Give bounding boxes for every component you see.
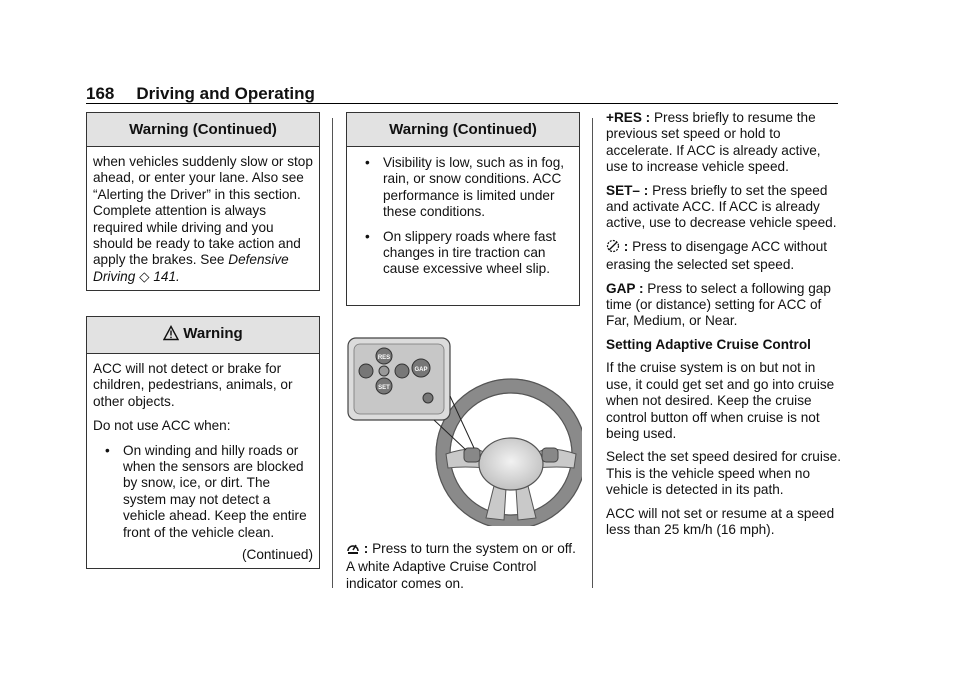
cancel-text: Press to disengage ACC without erasing the selected set speed. bbox=[606, 238, 828, 273]
cancel-description: : Press to disengage ACC without erasing the selected set speed. bbox=[606, 238, 828, 273]
res-description bbox=[606, 110, 842, 176]
column-separator-1 bbox=[332, 118, 333, 588]
set-text: Press briefly to set the speed and activate ACC. If ACC is already active, use to decrease vehicle speed. bbox=[606, 182, 837, 231]
box-body bbox=[87, 147, 319, 291]
paragraph: ACC will not set or resume at a speed less than 25 km/h (16 mph). bbox=[606, 505, 835, 537]
gap-button-label: GAP bbox=[414, 367, 428, 373]
paragraph: Select the set speed desired for cruise. This is the vehicle speed when no vehicle is detected in its path. bbox=[606, 449, 841, 498]
section-title: Driving and Operating bbox=[136, 84, 315, 103]
column-separator-2 bbox=[592, 118, 593, 588]
list-item bbox=[93, 443, 313, 541]
bullet-icon: • bbox=[365, 228, 370, 244]
cruise-control-icon bbox=[346, 541, 360, 559]
steering-wheel-illustration bbox=[346, 336, 582, 526]
set-button-label: SET bbox=[378, 385, 390, 391]
page-number: 168 bbox=[86, 84, 115, 103]
paragraph: ACC will not detect or brake for children, pedestrians, animals, or other objects. bbox=[93, 361, 293, 409]
box-body bbox=[347, 147, 579, 292]
bullet-icon: • bbox=[105, 442, 110, 458]
box-body bbox=[87, 354, 319, 569]
list-item-text: On slippery roads where fast changes in tire traction can cause excessive wheel slip. bbox=[383, 228, 557, 277]
res-button-label: RES bbox=[377, 355, 391, 361]
cruise-on-off-caption: : Press to turn the system on or off. A white Adaptive Cruise Control indicator comes on. bbox=[346, 541, 576, 591]
list-item-text: Visibility is low, such as in fog, rain, or snow conditions. ACC performance is limited under these conditions. bbox=[383, 155, 565, 220]
bullet-list bbox=[93, 443, 313, 541]
set-description bbox=[606, 183, 842, 232]
bullet-icon: • bbox=[365, 155, 370, 170]
box-title: Warning (Continued) bbox=[347, 113, 579, 147]
reference-page: 141. bbox=[153, 268, 180, 284]
cancel-icon bbox=[606, 239, 620, 257]
list-item bbox=[353, 155, 573, 221]
header-rule bbox=[86, 103, 838, 104]
box-title-row bbox=[87, 317, 319, 354]
warning-box bbox=[86, 316, 320, 569]
reference-link-defensive-driving[interactable]: Defensive Driving bbox=[93, 252, 289, 284]
gap-text: Press to select a following gap time (or distance) setting for ACC of Far, Medium, or Near. bbox=[606, 280, 831, 329]
gap-label: GAP : bbox=[606, 280, 644, 296]
continued-label: (Continued) bbox=[241, 547, 313, 563]
set-label: SET– : bbox=[606, 182, 649, 198]
gap-description bbox=[606, 281, 842, 330]
list-item-text: On winding and hilly roads or when the sensors are blocked by snow, ice, or dirt. The system may not detect a vehicle ahead. Keep the entire front of the vehicle clean. bbox=[123, 442, 307, 540]
subheading-setting-acc: Setting Adaptive Cruise Control bbox=[606, 336, 811, 352]
paragraph: Do not use ACC when: bbox=[93, 418, 231, 434]
res-label: +RES : bbox=[606, 110, 651, 125]
box-title: Warning (Continued) bbox=[87, 113, 319, 147]
caption-text: Press to turn the system on or off. A white Adaptive Cruise Control indicator comes on. bbox=[346, 541, 576, 591]
paragraph: If the cruise system is on but not in use, it could get set and go into cruise when not desired. Keep the cruise control button off when cruise is not being used. bbox=[606, 360, 835, 441]
res-text: Press briefly to resume the previous set speed or hold to accelerate. If ACC is already active, use to increase vehicle speed. bbox=[606, 110, 821, 175]
page-header bbox=[86, 84, 315, 104]
warning-text: when vehicles suddenly slow or stop ahead, or enter your lane. Also see “Alerting the Driver” in this section. Complete attention is always required while driving and you should be ready to take action and apply the brakes. See bbox=[93, 154, 313, 268]
page-ref-icon: ◇ bbox=[139, 268, 150, 284]
warning-icon bbox=[163, 325, 179, 345]
box-title: Warning bbox=[183, 325, 243, 342]
bullet-list bbox=[353, 155, 573, 278]
warning-continued-box-1 bbox=[86, 112, 320, 291]
column-3 bbox=[606, 110, 842, 545]
warning-continued-box-2 bbox=[346, 112, 580, 306]
list-item bbox=[353, 229, 573, 278]
